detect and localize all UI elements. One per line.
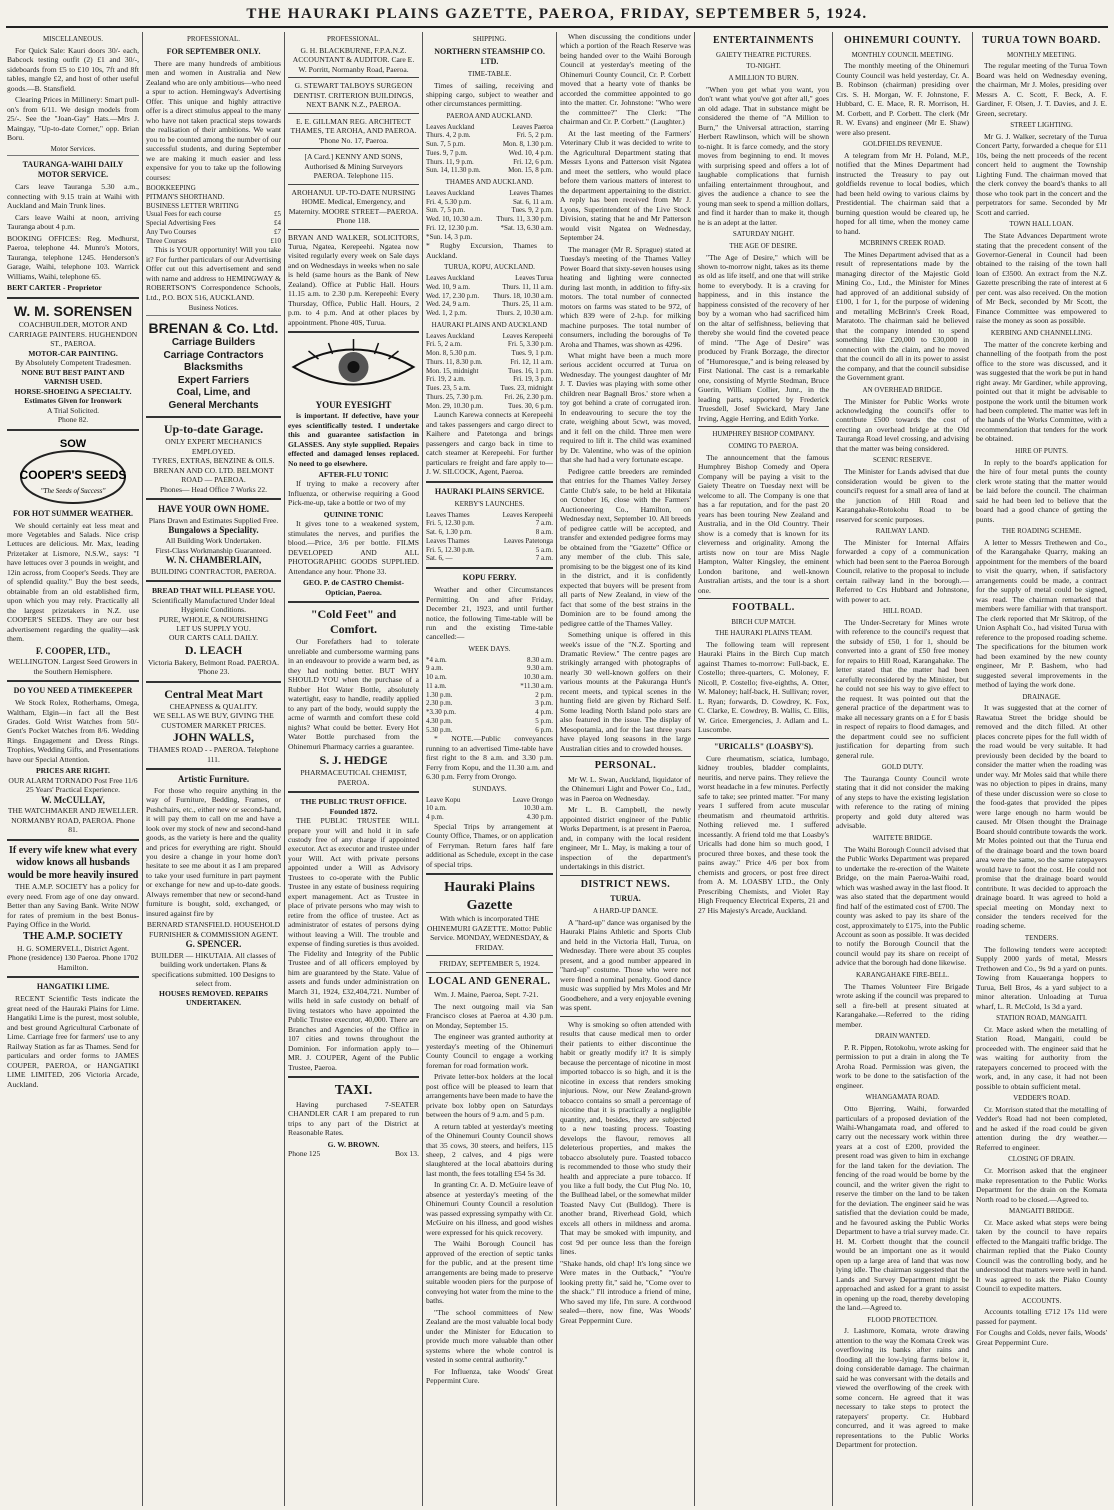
news-paragraph: The Waihi Borough Council has approved of the erection of septic tanks for the public, and at the present time arrangements are being made to preserve suitable wooden piers for the purpose of conveying hot water from the mine to the baths. [426, 1239, 553, 1306]
ad-line: PURE, WHOLE, & NOURISHING [158, 614, 269, 624]
timetable: Leave Kopu Leave Orongo 10 a.m. 10.30 a.m. 4 p.m. 4.30 p.m. [426, 795, 553, 822]
news-paragraph: "The school committees of New Zealand are the most valuable local body under the Minister for Education to provide much more valuable than other systems where the whole control is vested in some central authority." [426, 1307, 553, 1365]
ad-line: BRENAN AND CO. LTD. BELMONT ROAD — PAEROA. [153, 465, 274, 485]
item-text: The matter of the concrete kerbing and channelling of the footpath from the post office to the store was discussed, and it was suggested that the work be put in hand right away. Mr Gardiner, while approving, pointed out that it might be advisable to postpone the work until the bitumen work had been completed. The matter was left in the hands of the Works Committee, with a recommendation that tenders for the work be obtained. [976, 339, 1108, 444]
ad-brand: JOHN WALLS, [172, 730, 255, 745]
ad-line: LET US SUPPLY YOU. [176, 623, 251, 633]
news-paragraph: The monthly meeting of the Ohinemuri County Council was held yesterday, Cr. A. B. Robinson (chairman) presiding over Crs. S. H. Morgan, W. F. Johnstone, F. Hubbard, C. E. Mace, R. R. Morrison, H. M. Corbett, and P. Corbett. The clerk (Mr R. W. Evans) and engineer (Mr E. Shaw) were also present. [836, 61, 969, 137]
timetable-note: Launch Karewa connects at Kerepeehi and takes passengers and cargo direct to Kaihere and Patetonga and brings passengers and cargo back in time to catch steamer at Kerepeehi. For further particulars re freight and fare apply to— J. W. SILCOCK, Agent, Paeroa. [426, 410, 553, 477]
ad-brand: W. M. SORENSEN [13, 302, 133, 319]
ad-line: HOUSES REMOVED. REPAIRS UNDERTAKEN. [159, 988, 268, 1008]
ad-text: We should certainly eat less meat and more Vegetables and Salads. Nice crisp Lettuces are delicious. Mr. Max, leading Prizetaker at Lismore, N.S.W., says: "I have lettuces over 3 pounds in weight, and 12in across, from Cooper's Seeds. They are of splendid quality." Buy the best seeds, obtainable from an old established firm, upon which you may rely. Practically all the largest prizetakers in N.Z. use COOPER'S SEEDS. They are our best advertisement regarding the quality—ask them. [7, 520, 139, 644]
ad-brand: D. LEACH [184, 642, 243, 657]
news-paragraph: Something unique is offered in this week's issue of the "N.Z. Sporting and Dramatic Review." The centre pages are strikingly arranged with photographs of nearly 30 well-known golfers on their various mounts at the Pakuranga Hunt's recent meets, and typical scenes in the hunting field are given by Richard Self. Some leading North Island polo stars are also featured in the issue. The display of Mesopotamia, and for the last three years have played long seasons in the large Australian cities and to crowded houses. [560, 630, 691, 753]
section-heading: Motor Services. [7, 145, 139, 157]
ad-subtitle: WELLINGTON. Largest Seed Growers in the Southern Hemisphere. [8, 657, 138, 676]
item-heading: DRAINAGE. [1022, 692, 1061, 701]
timetable-note: * Rugby Excursion, Thames to Auckland. [426, 241, 553, 260]
ad-line: All Building Work Undertaken. [165, 536, 262, 546]
news-paragraph: A "hard-up" dance was organised by the Hauraki Plains Athletic and Sports Club and held in the Victoria Hall, Turua, on Wednesday. There were about 35 couples present, and a good number appeared in "hard-up" costume. Those who were not were fined a nominal penalty. Good dance music was supplied by Mrs Moles and Mr Goodbehere, and a very enjoyable evening was spent. [560, 917, 691, 1013]
section-heading: FOOTBALL. [732, 602, 795, 613]
course-fees-table: BOOKKEEPING PITMAN'S SHORTHAND. BUSINESS LETTER WRITING Usual Fees for each course £5 Special Advertising Fees £4 Any Two Courses £7 Three Courses £10 [146, 184, 281, 245]
route-title: SUNDAYS. [472, 784, 507, 793]
ad-brand: S. J. HEDGE [319, 753, 388, 768]
route-title: KERBY'S LAUNCHES. [454, 499, 525, 508]
item-heading: MANGAITI BRIDGE. [1009, 1207, 1074, 1216]
news-paragraph: A return tabled at yesterday's meeting of the Ohinemuri County Council shows that 35 cows, 30 steers, and heifers, 115 sheep, 2 calves, and 4 pigs were slaughtered at the local abattoirs during last month, the fees totalling £54 5s 3d. [426, 1121, 553, 1178]
item-text: Cr. Mace asked when the metalling of Station Road, Mangaiti, could be proceeded with. The engineer said that he was waiting for authority from the ratepayers concerned to proceed with the work, and, in any case, it had not been possible to obtain sufficient metal. [976, 1024, 1107, 1091]
item-heading: WAITETE BRIDGE. [872, 833, 933, 842]
timetable-note: Weather and other Circumstances Permitting. On and after Friday, December 21, 1923, and until further notice, the following Time-table will be run and the existing Time-table cancelled:— [426, 585, 553, 642]
ad-line: Carriage Builders [171, 337, 256, 349]
subheading: HUMPHREY BISHOP COMPANY. [712, 430, 815, 439]
column-8 [972, 32, 1110, 1506]
closing-ad: For Coughs and Colds, never fails, Woods' Great Peppermint Cure. [976, 1328, 1107, 1347]
news-paragraph: Mr W. L. Swan, Auckland, liquidator of the Ohinemuri Light and Power Co., Ltd., was in Paeroa on Wednesday. [560, 774, 691, 803]
item-text: The Waihi Borough Council advised that the Public Works Department was prepared to undertake the re-erection of the Waitete Bridge, on the main Paeroa-Waihi road, which was washed away in the last flood. It was also stated that the department would find half of the estimated cost of £700. The county was asked to pay its share of the cost, approximately to £175, into the Public Account as soon as possible. It was decided to notify the Borough Council that the council would pay its share on receipt of advice that the borough had done likewise. [836, 844, 969, 968]
item-heading: HILL ROAD. [882, 607, 922, 616]
ad-subtitle: THAMES ROAD - - PAEROA. Telephone 111. [148, 745, 279, 764]
item-text: Mr G. J. Walker, secretary of the Turua Concert Party, forwarded a cheque for £11 10s, being the nett proceeds of the recent concert held to augment the Township Lighting Fund. The chairman moved that the clerk convey the board's thanks to all those who took part in the concert and the perpetrators for same. Seconded by Mr Scott and carried. [976, 131, 1107, 217]
ad-title: FOR HOT SUMMER WEATHER. [12, 508, 133, 518]
ad-title: QUININE TONIC [323, 509, 384, 519]
professional-card: [A Card.] KENNY AND SONS, Authorised & Mining Surveyors PAEROA. Telephone 115. [304, 152, 403, 181]
news-paragraph: In granting Cr. A. D. McGuire leave of absence at yesterday's meeting of the Ohinemuri County Council a resolution was passed expressing sympathy with Cr. McGuire on his illness, and good wishes were expressed for his quick recovery. [426, 1180, 553, 1237]
ad-subtitle: Victoria Bakery, Belmont Road. PAEROA. 'Phone 23. [147, 657, 279, 677]
verse: "Shake hands, old chap! It's long since we Were mates in the Outback," "You're looking pretty fit," said he, "Come over to the shack." I'll introduce a friend of mine, Who saved my life, I'm sure. A cordwood sealed—there, now fine, Was Woods' Great Peppermint Cure. [560, 1258, 691, 1325]
ad-line: First-Class Workmanship Guaranteed. [155, 545, 272, 555]
dateline: FRIDAY, SEPTEMBER 5, 1924. [439, 959, 540, 969]
subheading: MONTHLY COUNCIL MEETING. [851, 50, 954, 59]
item-text: Cr. Morrison asked that the engineer make representation to the Public Works Department for the drain on the Komata North road to be closed.—Agreed to. [976, 1166, 1107, 1204]
news-paragraph: The announcement that the famous Humphrey Bishop Comedy and Opera Company will be paying a visit to the Gaiety Theatre on Tuesday next will be welcome to all. The Company is one that has a far reputation, and for the past 20 years has been touring New Zealand and Australia, and in the Old Country. Their show is a comedy that is known for its cleverness and originality. Among the artists now on tour are Miss Nagle Hampton, Walter Kingsley, the eminent London baritone, and well-known Australian artists, and the tour is a short one. [698, 452, 829, 595]
item-heading: SCENIC RESERVE. [873, 456, 932, 465]
timetable: Leaves Auckland Leaves Kerepeehi Fri. 5, 2 a.m. Fri. 5, 3.30 p.m. Mon. 8, 5.30 p.m. Tues. 9, 1 p.m. Thurs. 11, 8.30 p.m. Fri. 12, 11 a.m. Mon. 15, midnight Tues. 16, 1 p.m. Fri. 19, 2 a.m. Fri. 19, 3 p.m. Tues. 23, 5 a.m. Tues. 23, midnight Thurs. 25, 7.30 p.m. Fri. 26, 2.30 p.m. Mon. 29, 10.30 p.m. Tues. 30, 6 p.m. [426, 331, 553, 410]
section-heading: OHINEMURI COUNTY. [843, 35, 962, 46]
ad-title: BREAD THAT WILL PLEASE YOU. [151, 586, 275, 596]
item-text: The Under-Secretary for Mines wrote with reference to the council's request that the subsidy of £50, 1 for 1, should be converted into a grant of £50 free money for repairs to Hill Road, Karangahake. The letter stated that the matter had been carefully reconsidered by the Minister, but he could not see his way to give effect to the request. It was pointed out that the general practice of the department was to make all necessary grants on a £ for £ basis in respect of repairs to flood damages, and the department could see no sufficient justification for departing from such general rule. [836, 617, 969, 760]
item-text: The Minister for Internal Affairs forwarded a copy of a communication which had been sent to the Paeroa Borough Council, relative to the proposal to include certain railway land in the borough.—Referred to Crs Hubbard and Johnstone, with power to act. [836, 537, 969, 604]
company-name: NORTHERN STEAMSHIP CO. LTD. [434, 46, 545, 66]
masthead-rule [6, 26, 1108, 28]
column-6 [694, 32, 832, 1506]
professional-card: G. H. BLACKBURNE, F.P.A.N.Z. ACCOUNTANT & AUDITOR. Care E. W. Porritt, Normanby Road, Paeroa. [292, 45, 415, 74]
item-heading: STATION ROAD, MANGAITI. [996, 1014, 1087, 1023]
item-heading: GOLD DUTY. [881, 763, 924, 772]
column-3 [284, 32, 422, 1506]
ad-title: HAVE YOUR OWN HOME. [157, 504, 269, 515]
ad-text: This is YOUR opportunity! Will you take it? For further particulars of our Advertising Offer cut out this advertisement and send with name and address to HEMINGWAY & ROBERTSON'S Correspondence Schools, Ltd., P.O. BOX 516, AUCKLAND. [146, 245, 281, 302]
ad-line: NONE BUT BEST PAINT AND VARNISH USED. [21, 367, 125, 387]
column-4 [422, 32, 556, 1506]
sow-label: SOW [59, 437, 87, 450]
ad-text: Cars leave Tauranga 5.30 a.m., connecting with 9.15 train at Waihi with Auckland and Main Trunk lines. [7, 182, 139, 211]
eye-icon [288, 337, 419, 397]
ad-line: Phone 82. [57, 415, 89, 425]
ad-line: WE SELL AS WE BUY, GIVING THE CUSTOMER MARKET PRICES. [153, 711, 274, 730]
ad-text: THE A.M.P. SOCIETY has a policy for every need. From age of one day onward. Better than any Saving Bank. Write NOW for rates of premium in the best Bonus-Paying Office in the World. [7, 882, 139, 929]
ad-title: FOR SEPTEMBER ONLY. [166, 46, 261, 56]
route-title: PAEROA AND AUCKLAND. [446, 111, 533, 120]
subheading: THE AGE OF DESIRE. [729, 241, 798, 250]
item-heading: WHANGAMATA ROAD. [865, 1093, 940, 1102]
news-paragraph: For Influenza, take Woods' Great Peppermint Cure. [426, 1366, 553, 1386]
ad-title: AFTER-FLU TONIC [318, 469, 389, 479]
ad-subtitle: PHARMACEUTICAL CHEMIST, PAEROA. [300, 768, 407, 787]
item-heading: RAILWAY LAND. [875, 527, 930, 536]
coopers-label: COOPER'S SEEDS [19, 467, 127, 482]
ad-line: HORSE-SHOEING A SPECIALTY. [14, 386, 132, 396]
subheading: GAIETY THEATRE PICTURES. [715, 50, 812, 59]
ad-title: TAXI. [334, 1083, 373, 1099]
column-2 [142, 32, 284, 1506]
service-title: KOPU FERRY. [462, 573, 517, 583]
ad-subtitle: BERNARD STANSFIELD. HOUSEHOLD FURNISHER & COMMISSION AGENT. [146, 920, 281, 939]
item-heading: TOWN HALL LOAN. [1009, 220, 1074, 229]
classified-ad: Clearing Prices in Millinery: Smart pull-on's from 6/11. We design models from 25/-. See the "Joan-Gay" Hats.—Mrs J. Maingay, "Up-to-date Corner," opp. Brian Boru. [7, 95, 139, 143]
ad-brand: W. N. CHAMBERLAIN, [165, 555, 262, 566]
ad-line: TYRES, EXTRAS, BENZINE & OILS. [152, 456, 275, 466]
timetable: Leaves Auckland Leaves Turua Wed. 10, 9 a.m. Thurs. 11, 11 a.m. Wed. 17, 2.30 p.m. Thurs. 18, 10.30 a.m. Wed. 24, 9 a.m. Thurs. 25, 11 a.m. Wed. 1, 2 p.m. Thurs. 2, 10.30 a.m. [426, 274, 553, 318]
column-7 [832, 32, 972, 1506]
service-title: HAURAKI PLAINS SERVICE. [434, 486, 545, 496]
ad-line: Estimates Given for Ironwork [24, 396, 122, 406]
section-heading: SHIPPING. [472, 35, 507, 43]
item-heading: THE ROADING SCHEME. [1001, 527, 1082, 536]
item-text: P. R. Pippen, Rotokohu, wrote asking for permission to put a drain in along the Te Aroha Road. Permission was given, the work to be done to the satisfaction of the engineer. [836, 1042, 969, 1090]
ad-line: OUR ALARM TORNADO Post Free 11/6 [8, 775, 138, 785]
news-paragraph: What might have been a much more serious accident occurred at Turua on Wednesday. The youngest daughter of Mr J. T. Davies was playing with some other children near Bagnall Bros.' store when a toy got behind a crate of corrugated iron. In endeavouring to secure the toy the crate, weighing about 5cwt, was moved, and it fell on the child. Three men were required to lift it. The child was examined by Dr. Valentine, who was of the opinion that she had had a very fortunate escape. [560, 350, 691, 465]
ad-text: There are many hundreds of ambitious men and women in Australia and New Zealand who are only ambitious—who need a spur to action. Hemingway's Advertising Offer. This unique and highly attractive offer is a direct stimulus appeal to the many who have not taken practical steps towards the realisation of their ambitions. We want you to be counted among the number of our successful students, and during September we are making it much easier and less expensive for you to take up the following courses: [146, 58, 281, 182]
ad-text: Cars leave Waihi at noon, arriving Tauranga about 4 p.m. [7, 212, 139, 232]
ad-line: MOTOR-CAR PAINTING. [28, 348, 118, 358]
item-heading: DRAIN WANTED. [874, 1032, 931, 1041]
ad-brand: F. COOPER, LTD., [35, 645, 111, 656]
ad-line: Scientifically Manufactured Under Ideal Hygienic Conditions. [152, 595, 275, 615]
subheading: A MILLION TO BURN. [728, 74, 799, 82]
item-text: Cr. Mace asked what steps were being taken by the council to have repairs effected to the Mangaiti traffic bridge. The chairman replied that the Piako County Council was the controlling body, and he understood that matters were well in hand. It was agreed to ask the Piako County Council to expedite matters. [976, 1217, 1107, 1294]
news-paragraph: Cure rheumatism, sciatica, lumbago, kidney troubles, bladder complaints, neuritis, and nerve pains. They relieve the worst headache in a few minutes. Perfectly safe to take; see printed matter. "For many years I suffered from acute muscular rheumatism and rheumatoid arthritis. Nothing relieved me. I suffered incessantly. A friend told me that Loasby's Uricalls had done him so much good, I procured three boxes, and these took the pains away." Price 4/6 per box from chemists and grocers, or post free direct from A. M. LOASBY LTD., the Only Prescribing Chemists, and Violet Ray High Frequency Electrical Experts, 21 and 27 His Majesty's Arcade, Auckland. [698, 753, 829, 915]
news-paragraph: Pedigree cattle breeders are reminded that entries for the Thames Valley Jersey Cattle Club's sale, to be held at Hikutaia on October 16, close with the Farmers' Auctioneering Co., Hamilton, on Wednesday next, September 10. All breeds of pedigree cattle will be accepted, and transfer and extended pedigree forms may be obtained from the "Gazette" Office or any member of the club. This sale, promising to be the biggest one of its kind in the district, and it is confidently expected that buyers will be present from all parts of New Zealand, in view of the fact that some of the best strains in the Dominion are to be found among the pedigree cattle of the Thames Valley. [560, 466, 691, 628]
ad-line: General Merchants [168, 399, 259, 411]
item-heading: AN OVERHEAD BRIDGE. [862, 385, 943, 394]
ad-text: For those who require anything in the way of Furniture, Bedding, Frames, or Pushchairs, etc., either new or second-hand, it will pay them to call on me and have a look over my stock of new and second-hand goods, as the variety is here and the quality and prices for everything are right. Should you desire a change in your home don't hesitate to see me about it as I am prepared to take your used furniture in part payment or exchange for new and up-to-date goods. Always remember that new or second-hand furniture is bought, sold, exchanged, or insured against fire by [146, 785, 281, 918]
route-title: TURUA, KOPU, AUCKLAND. [444, 263, 535, 272]
board-items [976, 121, 1107, 1326]
news-paragraph: The engineer was granted authority at yesterday's meeting of the Ohinemuri County Council to engage a working foreman for road formation work. [426, 1032, 553, 1070]
amp-headline: If every wife knew what every widow knows all husbands would be more heavily insured [7, 844, 139, 881]
classified-ad: For Quick Sale: Kauri doors 30/- each, Babcock testing outfit (2) £1 and 30/-, sideboards from £5 to £10 10s, 7ft and 8ft tables, mangle £2, and host of other useful goods.—B. Stansfield. [7, 45, 139, 93]
item-heading: FLOOD PROTECTION. [867, 1315, 938, 1324]
professional-card: G. STEWART TALBOYS SURGEON DENTIST. CRITERION BUILDINGS, NEXT BANK N.Z., PAEROA. [293, 81, 414, 110]
item-text: The State Advances Department wrote stating that the precedent consent of the Governor-General in Council had been obtained to the raising of the town hall loan of £3500. An extract from the N.Z. Gazette prescribing the rate of interest at 6 per cent. was also received. On the motion of Mr Beck, seconded by Mr Scott, the Finance Committee was empowered to raise the money as soon as possible. [976, 231, 1107, 326]
subheading: "URICALLS" (LOASBY'S). [713, 741, 814, 751]
ad-title: Artistic Furniture. [177, 774, 250, 785]
timetable-title: TIME-TABLE. [467, 69, 512, 78]
section-heading: ENTERTAINMENTS [713, 35, 814, 46]
council-items [836, 140, 969, 1450]
ad-title: THE PUBLIC TRUST OFFICE. Founded 1872. [300, 797, 407, 816]
section-heading: DISTRICT NEWS. [580, 878, 671, 890]
item-text: Otto Bjerring, Waihi, forwarded particulars of a proposed deviation of the Waihi-Whangamata road, and offered to carry out the necessary work within three years at a cost of £200, provided the present road was given to him in exchange for the land taken for the deviation. The fencing of the road would be borne by the council, and the writer given the right to reserve the timber on the land to be taken for the deviation. The engineer said he was satisfied that the deviation could be made, and he favoured asking the Public Works Department to have a trial survey made. Cr. H. M. Corbett thought that the council would be an important one as it would open up a large area of land that was now lying idle. The chairman suggested that the Lands and Survey Department might be approached and asked for a grant to assist in opening up the road, thereby developing the land.—Agreed to. [836, 1104, 969, 1313]
column-1 [4, 32, 142, 1506]
news-paragraph: The next outgoing mail via San Francisco closes at Paeroa at 4.30 p.m. on Monday, September 15. [426, 1001, 553, 1030]
news-paragraph: Wm. J. Maine, Paeroa, Sept. 7-21. [434, 990, 539, 1000]
ad-title: "Cold Feet" and Comfort. [310, 607, 397, 637]
ad-text: RECENT Scientific Tests indicate the great need of the Hauraki Plains for Lime. Hangatiki Lime is the purest, most soluble, and best ground Agricultural Carbonate of Lime. Carriage free for farmers' use to any Railway Station as far as Thames. Send for particulars and order forms to JAMES COUPER, PAEROA, or HANGATIKI LIME LIMITED, 206 Victoria Arcade, Auckland. [7, 994, 139, 1089]
ad-subtitle: H. G. SOMERVELL, District Agent. Phone (residence) 130 Paeroa. Phone 1702 Hamilton. [7, 943, 139, 972]
gazette-subtitle: With which is incorporated THE OHINEMURI GAZETTE. Motto: Public Service. MONDAY, WEDNESDAY, & FRIDAY. [426, 914, 553, 952]
professional-card: AROHANUI. UP-TO-DATE NURSING HOME. Medical, Emergency, and Maternity. MOORE STREET—PAEROA. Phone 118. [288, 187, 419, 226]
section-heading: PROFESSIONAL. [186, 35, 241, 43]
box-number: Box 13. [394, 1149, 419, 1159]
coopers-tagline: "The Seeds of Success" [40, 486, 106, 495]
item-text: The Tauranga County Council wrote stating that it did not consider the making of any steps to have the existing legislation with reference to the rating of mining property and gold duty altered was advisable. [836, 773, 969, 831]
masthead: THE HAURAKI PLAINS GAZETTE, PAEROA, FRIDAY, SEPTEMBER 5, 1924. [246, 6, 868, 22]
subheading: A HARD-UP DANCE. [593, 907, 658, 916]
news-paragraph: Mr L. B. Campbell, the newly appointed district engineer of the Public Works Department, is at present in Paeroa, and, in company with the local resident engineer, Mr L. May, is making a tour of inspection of the department's undertakings in this district. [560, 805, 691, 872]
ad-text: BOOKING OFFICES: Reg. Medhurst, Paeroa, telephone 44. Munro's Motors, Tauranga, telephone 1245. Henderson's Garage, Waihi, telephone 103. Warrick Williams, Waihi, telephone 65. [7, 233, 139, 281]
ad-subtitle: THE WATCHMAKER AND JEWELLER. NORMANBY ROAD, PAEROA. Phone 81. [7, 806, 139, 835]
item-heading: STREET LIGHTING. [1010, 121, 1073, 130]
subheading: COMING TO PAEROA. [728, 441, 799, 450]
news-paragraph: The following team will represent Hauraki Plains in the Birch Cup match against Thames to-morrow: Full-back, E. Costello; three-quarters, C. Moloney, F. Nicoll, P. Costello; five-eighths, A. Otter, W. Maloney; half-back, H. Sullivan; rover, L. Ryan; forwards, D. Cowdrey, K. Fox, C. Clarke, E. Cowdrey, B. Wallis, C. Ellis, W. Grice. Emergencies, J. Adlam and L. Luscombe. [698, 640, 829, 735]
news-paragraph: At the last meeting of the Farmers' Veterinary Club it was decided to write to the Agricultural Department stating that Messrs Lyons and Patterson visit Ngatea and meet the settlers, who would place before them various matters of interest to the department appertaining to the district. A reply has been received from Mr J. Lyons, Superintendent of the Live Stock Division, stating that he and Mr Patterson would visit Ngatea on Wednesday, September 24. [560, 128, 691, 243]
section-heading: TURUA TOWN BOARD. [982, 35, 1101, 46]
item-heading: VEDDER'S ROAD. [1013, 1094, 1070, 1103]
item-text: The Mines Department advised that as a result of representations made by the managing director of the Majestic Gold Mining Co., Ltd., the Minister for Mines had approved of an additional subsidy of £100, 1 for 1, for the purpose of widening and metalling McBrinn's Creek Road, Maratoto. The chairman said he believed that the company intended to spend something like £20,000 to £30,000 in connection with the claim, and he moved that the council do all in its power to assist the company, and that the council subsidise the Government grant. [836, 249, 969, 383]
timetable: Leaves Thames Leaves Kerepeehi Fri. 5, 12.30 p.m. 7 a.m. Sat. 6, 1.30 p.m. 8 a.m. Leaves Thames Leaves Patetonga Fri. 5, 12.30 p.m. 5 a.m. Sat. 6, — 7 a.m. [426, 510, 553, 563]
timetable-note: * NOTE.—Public conveyances running to an advertised Time-table have first right to the 8 a.m. and 3.30 p.m. Ferry from Kopu, and the 11.30 a.m. and 6.30 p.m. Ferry from Orongo. [426, 734, 553, 782]
ad-brand: G. W. BROWN. [327, 1139, 380, 1149]
item-text: Cr. Morrison stated that the metalling of Vedder's Road had not been completed, and he asked if the road could be given attention during the dry weather.—Referred to engineer. [976, 1104, 1107, 1152]
item-text: A telegram from Mr H. Poland, M.P., notified that the Mines Department had instructed the Treasury to pay out goldfields revenue to local bodies, which had been held owing to various claims by Prestidential. The chairman said that a burning question would be cleared up, he hoped for all time, when the money came to hand. [836, 150, 969, 236]
timetable-note: Times of sailing, receiving and shipping cargo, subject to weather and other circumstances permitting. [426, 80, 553, 109]
ad-text: Our Forefathers had to tolerate unreliable and cumbersome warming pans in an endeavour to provide a warm bed, as they had nothing better. BUT WHY SHOULD YOU when the purchase of a Rubber Hot Water Bottle, absolutely watertight, easy to handle, readily applied to any part of the body, would supply the acme of warmth and comfort these cold nights? What could be better. Every Hot Water Bottle purchased from the Ohinemuri Pharmacy carries a guarantee. [288, 637, 419, 751]
ad-text: Having purchased 7-SEATER CHANDLER CAR I am prepared to run trips to any part of the District at Reasonable Rates. [288, 1099, 419, 1138]
news-paragraph: "The Age of Desire," which will be shown to-morrow night, takes as its theme as old as life itself, and one that will strike home to everybody. It is a craving for happiness, and in this instance the happiness consisted of the recovery of her boy by a woman who had sacrificed him on the altar of selfishness, believing that thereby she would find the coveted peace of mind. "The Age of Desire" was produced by Frank Borzage, the director of "Humoresque," and is being released by First National. The cast is a remarkable one, consisting of Myrtle Stedman, Bruce Guerin, William Collier, Junr., in the leading parts, supported by Frederick Truesdell, Josef Swickard, Mary Jane Irving, Aggie Herring, and Edith Yorke. [698, 252, 829, 423]
item-text: J. Lashmore, Komata, wrote drawing attention to the way the Komata Creek was overflowing its banks after rains and flooding all the low-lying farms below it, doing considerable damage. The chairman said he was conversant with the details and viewed the overflowing of the creek with some concern. He agreed that it was necessary to take steps to protect the ratepayers' property. Cr. Hubbard concurred, and it was agreed to make representations to the Public Works Department for protection. [836, 1326, 969, 1450]
section-heading: PROFESSIONAL. [326, 35, 381, 43]
route-title: HAURAKI PLAINS AND AUCKLAND [431, 320, 548, 329]
item-heading: GOLDFIELDS REVENUE. [862, 140, 943, 149]
ad-title: TAURANGA-WAIHI DAILY MOTOR SERVICE. [22, 160, 124, 180]
item-heading: HIRE OF PUNTS. [1015, 446, 1068, 455]
item-text: It was suggested that at the corner of Rawatua Street the bridge should be removed and the ditch filled. At other places concrete pipes for the full width of the road would be very suitable. It had previously been decided by the board to consider the matter when the roading was under way. Mr Moles said that while there was no objection to pipes in drains, many of these under discussion were so close to the food-gates that provided the pipes were large enough no harm would be caused. Mr Olsen thought the Drainage Board should contribute towards the work. Mr Moles pointed out that the Turua end of the drainage board and the town board area were the same, so the same ratepayers would have to foot the cost. He could not promise that the drainage board would contribute. It was decided to approach the drainage board. It was agreed to hold a special meeting on Monday next to consider the tenders received for the roading scheme. [976, 703, 1107, 931]
news-paragraph: Why is smoking so often attended with results that cause medical men to order their patients to either discontinue the habit or greatly modify it? It is simply because the percentage of nicotine in most imported tobacco is so high, and it is the nicotine in excess that renders smoking injurious. Now, our New Zealand-grown tobacco contains so small a percentage of nicotine that it is practically a negligible quantity, and, besides, they are subjected to a new toasting process. Toasting develops the flavour, removes all deleterious properties, and makes the tobacco absolutely pure. Toasted tobacco is recommended to those who study their health and appreciate a pure tobacco. If you like a full body, the Cut Plug No. 10, the Bullhead label, or the somewhat milder Toasted Navy Cut (Bulldog). There is another brand, Riverhead Gold, which excels all others in mildness and aroma. That may be smoked with impunity, and cost 9d per ounce less than the foreign lines. [560, 1019, 691, 1257]
item-text: The following tenders were accepted: Supply 2000 yards of metal, Messrs Trethowen and Co., 9s 9d a yard on punts. Towing from Kauaeranga hoppers to Turua, Bell Bros, 4s a yard subject to a minor alteration. Unloading at Turua wharf, L. R. McCold, 1s 3d a yard. [976, 944, 1107, 1011]
coopers-seeds-logo [18, 435, 128, 505]
ad-brand: Central Meat Mart [164, 686, 263, 701]
item-heading: KERBING AND CHANNELLING. [990, 328, 1093, 337]
timetable: Leaves Auckland Leaves Thames Fri. 4, 5.30 p.m. Sat. 6, 11 a.m. Sun. 7, 5 p.m. Tues. 9, 2 p.m. Wed. 10, 10.30 a.m. Thurs. 11, 3.30 p.m. Fri. 12, 12.30 p.m. *Sat. 13, 6.30 a.m. *Sun. 14, 3 p.m. [426, 188, 553, 241]
subheading: BIRCH CUP MATCH. [731, 617, 796, 626]
ad-brand: THE A.M.P. SOCIETY [23, 931, 123, 943]
ad-line: A Trial Solicited. [46, 405, 100, 415]
item-text: The Minister for Lands advised that due consideration would be given to the council's request for a small area of land at the junction of Hill Road and Karangahake-Rotokohu Road to be reserved for scenic purposes. [836, 467, 969, 524]
news-paragraph: When discussing the conditions under which a portion of the Reach Reserve was being handed over to the Waihi Borough Council at yesterday's meeting of the Ohinemuri County Council, Cr. P. Corbett moved that a hearty vote of thanks be accorded the committee appointed to go into the matter. Cr. Johnstone: "Who were the committee?" The Clerk: "The chairman and Cr. P. Corbett." (Laughter.) [560, 32, 691, 127]
ad-line: Expert Farriers [177, 374, 250, 386]
timetable: *4 a.m. 8.30 a.m. 9 a.m. 9.30 a.m. 10 a.m. 10.30 a.m. 11 a.m. *11.30 a.m. 1.30 p.m. 2 p.m. 2.30 p.m. 3 p.m. *3.30 p.m. 4 p.m. 4.30 p.m. 5 p.m. 5.30 p.m. 6 p.m. [426, 655, 553, 734]
item-heading: CLOSING OF DRAIN. [1008, 1155, 1075, 1164]
ad-subtitle: BUILDER — HIKUTAIA. All classes of building work undertaken. Plans & specifications submitted. 100 Designs to select from. [150, 950, 277, 989]
timetable: Leaves Auckland Leaves Paeroa Thurs. 4, 2 p.m. Fri. 5, 2 p.m. Sun. 7, 5 p.m. Mon. 8, 1.30 p.m. Tues. 9, 7 p.m. Wed. 10, 4 p.m. Thurs. 11, 9 p.m. Fri. 12, 6 p.m. Sun. 14, 11.30 p.m. Mon. 15, 8 p.m. [426, 122, 553, 175]
news-paragraph: The manager (Mr R. Sprague) stated at Tuesday's meeting of the Thames Valley Power Board that sixty-seven houses using heating and lighting were connected during last month, in addition to fifty-six motors. The total number of connected motors on farms was stated to be 972, of which 839 were of 2-h.p. for milking machine purposes. The total number of consumers, including the boroughs of Te Aroha and Thames, was shown as 4296. [560, 244, 691, 349]
ad-line: ONLY EXPERT MECHANICS EMPLOYED. [165, 437, 262, 456]
ad-line: Carriage Contractors [163, 349, 264, 361]
professional-card: E. E. GILLMAN REG. ARCHITECT THAMES, TE AROHA, AND PAEROA. 'Phone No. 17, Paeroa. [290, 116, 417, 145]
ad-text: If trying to make a recovery after Influenza, or otherwise requiring a Good Pick-me-up, take a bottle or two of my [288, 479, 419, 508]
ad-text: It gives tone to a weakened system, stimulates the nerves, and purifies the blood.—Price, 3/6 per bottle. FILMS DEVELOPED AND ALL PHOTOGRAPHIC GOODS SUPPLIED. Attendance any hour. 'Phone 33. [288, 519, 419, 576]
phone-number: Phone 125 [288, 1149, 321, 1159]
column-5 [556, 32, 694, 1506]
ad-brand: GEO. P. de CASTRO Chemist-Optician, Paeroa. [303, 578, 404, 597]
ad-brand: BRENAN & Co. Ltd. [148, 319, 279, 336]
ad-title: HANGATIKI LIME. [36, 982, 110, 992]
ad-title: DO YOU NEED A TIMEKEEPER [13, 686, 133, 696]
subheading: SATURDAY NIGHT. [732, 230, 795, 239]
item-heading: TENDERS. [1024, 933, 1059, 942]
ad-text: is important. If defective, have your eyes scientifically tested. I undertake this and guarantee satisfaction in GLASSES. Any style supplied. Repairs effected and damaged lenses replaced. No need to go elsewhere. [288, 411, 419, 468]
ad-brand: Up-to-date Garage. [163, 422, 264, 437]
ad-brand: W. McCULLAY, [41, 794, 105, 805]
ad-line: Plans Drawn and Estimates Supplied Free. [148, 515, 279, 525]
ad-brand: G. SPENCER. [185, 939, 242, 950]
section-heading: PERSONAL. [594, 760, 657, 772]
ad-text: THE PUBLIC TRUSTEE WILL prepare your will and hold it in safe custody free of any charge if appointed executor. Act as executor and trustee under your Will. Act with private persons appointed under a Will as Advisory Trustees to co-operate with the Public Trustee in any estate of business requiring expert management. Act as Trustee in place of private persons who may wish to retire from the office of trustee. Act as administrator of estates of persons dying without leaving a Will. The trouble and expense of finding sureties is thus avoided. The Fidelity and Integrity of the Public Trustee and of all officers employed by him are guaranteed by the State. Value of assets and funds under administration on March 31, 1924, £32,404,721. Number of wills held in safe custody on behalf of living testators who have appointed the Public Trustee executor, 40,000. There are Branches and Agencies of the Office in 107 cities and towns throughout the Dominion. For information apply to— MR. J. COUPER, Agent of the Public Trustee, Paeroa. [288, 816, 419, 1072]
item-text: The Minister for Public Works wrote acknowledging the council's offer to contribute £500 towards the cost of erecting an overhead bridge at the Old Tauranga Road level crossing, and advising that the matter was being considered. [836, 396, 969, 453]
professional-card: BRYAN AND WALKER, SOLICITORS, Turua, Ngatea, Kerepeehi. Ngatea now visited regularly every week on Sale days and on Wednesdays in weeks when no sale is held (same hours as the Bank of New Zealand). Office at Public Hall. Hours 11.15 a.m. to 2.30 p.m. Kerepeehi: Every Thursday, Office, Public Hall. Hours, 2 p.m. to 4 p.m. And at other places by appointment. Phone 40S, Turua. [288, 232, 419, 327]
ad-line: PRICES ARE RIGHT. [36, 766, 110, 776]
section-heading: LOCAL AND GENERAL. [428, 975, 551, 987]
ad-line: Phones— Head Office 7 Works 22. [159, 484, 268, 494]
ad-line: Coal, Lime, and [176, 387, 251, 399]
subheading: TO-NIGHT. [746, 62, 781, 71]
item-heading: KARANGAHAKE FIRE-BELL. [856, 970, 949, 979]
ad-subtitle: BUILDING CONTRACTOR, PAEROA. [150, 566, 277, 576]
ad-line: 25 Years' Practical Experience. [26, 785, 120, 795]
route-title: WEEK DAYS. [468, 644, 511, 653]
news-paragraph: Private letter-box holders at the local post office will be pleased to learn that arrangements have been made to have the private box lobby open on Saturdays between the hours of 9 a.m. and 5 p.m. [426, 1072, 553, 1120]
ad-text: BERT CARTER - Proprietor [7, 283, 102, 293]
ad-text: We Stock Rolex, Rotherhams, Omega, Waltham, Elgin—in fact all the Best Grades. Gold Wrist Watches from 50/- Gent's Pocket Watches from 8/6. Wedding Rings. Engagement and Dress Rings. Trophies, Wedding Gifts, and Presentations have our Special Attention. [7, 698, 139, 764]
section-heading: Business Notices. [146, 304, 281, 316]
item-text: The Thames Volunteer Fire Brigade wrote asking if the council was prepared to sell a fire-bell at present situated at Karangahake.—Referred to the riding member. [836, 981, 969, 1029]
news-paragraph: The regular meeting of the Turua Town Board was held on Wednesday evening, the chairman, Mr J. Moles, presiding over Messrs A. C. Scott, F. Beck, A. F. Gardiner, F. Olsen, J. T. Davies, and J. E. Green, secretary. [976, 61, 1107, 118]
route-title: THAMES AND AUCKLAND. [445, 178, 534, 187]
section-heading: MISCELLANEOUS. [42, 35, 104, 43]
subheading: THE HAURAKI PLAINS TEAM. [714, 629, 813, 638]
subheading: MONTHLY MEETING. [1006, 50, 1077, 59]
item-text: Accounts totalling £712 17s 11d were passed for payment. [976, 1307, 1107, 1326]
timetable-note: Special Trips by arrangement at County Office, Thames, or on application of Ferryman. Return fares half fare additional as Schedule, except in the case of special trips. [426, 821, 553, 869]
news-paragraph: "When you get what you want, you don't want what you've got after all," goes an old adage. That in substance might be considered the theme of "A Million to Burn," the Universal attraction, starring Herbert Rawlinson, which will be shown to-night. It is farce comedy, and the story moves from beginning to end. It moves with surprising speed and offers a lot of laughable complications that furnish unfailing entertainment throughout, and gives the audience a chance to see the young man seek to spend a million dollars, and find it harder than to make it, though he is an adept at the latter. [698, 84, 829, 227]
ad-line: OUR CARTS CALL DAILY. [168, 633, 259, 643]
gazette-nameplate: Hauraki Plains Gazette [444, 880, 535, 913]
item-text: In reply to the board's application for the hire of four metal punts the county clerk wrote stating that the matter would be laid before the council. The chairman said he had been led to believe that the board had a good chance of getting the punts. [976, 457, 1107, 524]
item-text: A letter to Messrs Trethewen and Co., of the Karangahake Quarry, making an appointment for the members of the board to visit the quarry, when, if satisfactory arrangements could be made, a contract for the supply of metal could be signed, was read. The chairman remarked that members were familiar with that transport. The clerk reported that Mr Skitrop, of the Union Asphalt Co., had visited Turua with reference to the proposed roading scheme. The specifications for the bitumen work had been examined by the new county engineer, Mr P. Bashem, who had suggested several improvements in the method of laying the work done. [976, 537, 1107, 690]
ad-line: Blacksmiths [184, 362, 243, 374]
item-heading: ACCOUNTS. [1021, 1296, 1062, 1305]
ad-subtitle: COACHBUILDER, MOTOR AND CARRIAGE PAINTERS. HUGHENDON ST., PAEROA. [8, 320, 138, 349]
ad-title: YOUR EYESIGHT [315, 399, 392, 410]
ad-line: Bungalows a Speciality. [168, 525, 259, 536]
item-heading: MCBRINN'S CREEK ROAD. [859, 239, 946, 248]
ad-line: By Absolutely Competent Tradesmen. [14, 358, 131, 368]
subheading: TURUA. [610, 894, 641, 904]
ad-line: CHEAPNESS & QUALITY. [169, 701, 258, 711]
